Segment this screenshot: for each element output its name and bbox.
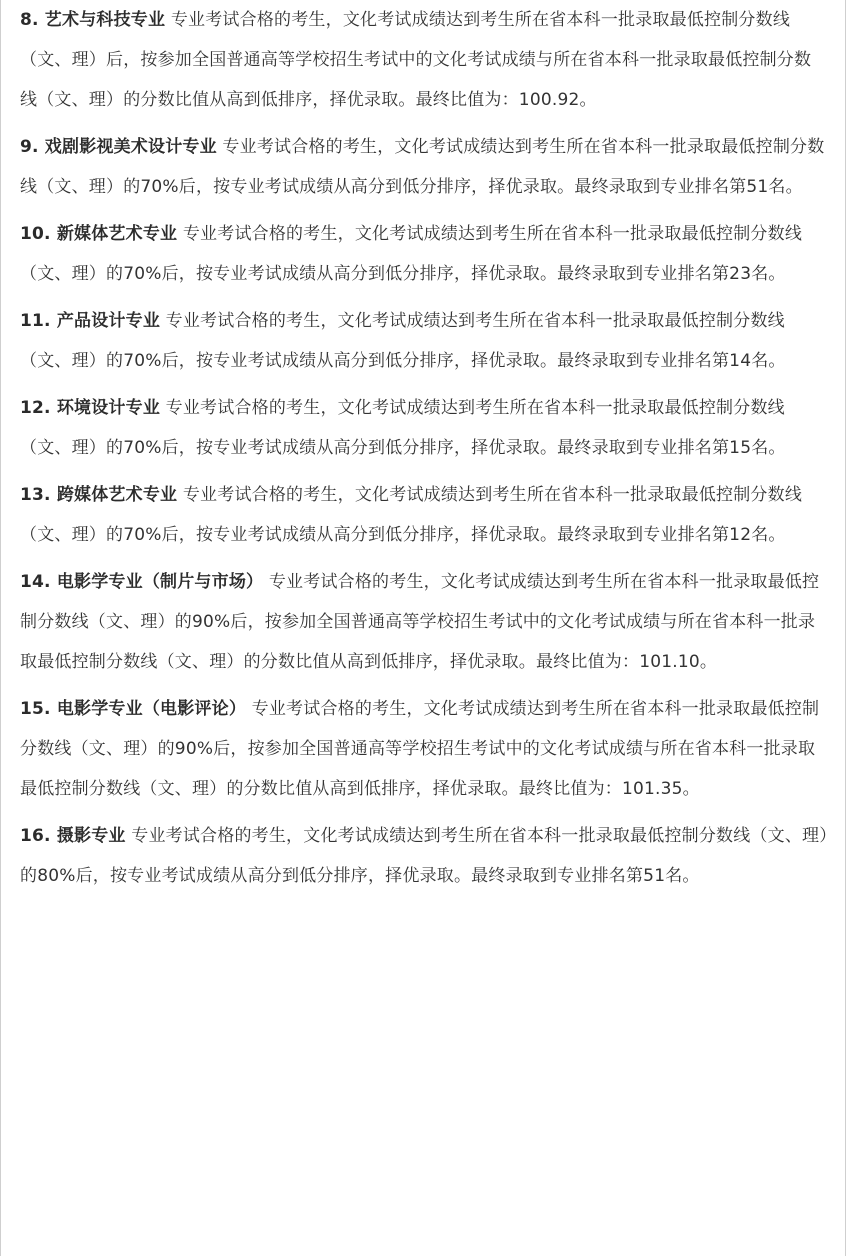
article-body bbox=[20, 0, 828, 903]
major-title: 13. 跨媒体艺术专业 bbox=[20, 485, 178, 505]
admission-rule-12 bbox=[20, 388, 828, 468]
admission-rule-8 bbox=[20, 0, 828, 120]
major-title: 15. 电影学专业（电影评论） bbox=[20, 699, 247, 719]
rule-text: 专业考试合格的考生，文化考试成绩达到考生所在省本科一批录取最低控制分数线（文、理）的90%后，按参加全国普通高等学校招生考试中的文化考试成绩与所在省本科一批录取最低控制分数线（文、理）的分数比值从高到低排序，择优录取。最终比值为：101.35。 bbox=[20, 699, 820, 799]
rule-text: 专业考试合格的考生，文化考试成绩达到考生所在省本科一批录取最低控制分数线（文、理）的80%后，按专业考试成绩从高分到低分排序，择优录取。最终录取到专业排名第51名。 bbox=[20, 826, 828, 886]
major-title: 9. 戏剧影视美术设计专业 bbox=[20, 137, 217, 157]
rule-text: 专业考试合格的考生，文化考试成绩达到考生所在省本科一批录取最低控制分数线（文、理）后，按参加全国普通高等学校招生考试中的文化考试成绩与所在省本科一批录取最低控制分数线（文、理）的分数比值从高到低排序，择优录取。最终比值为：100.92。 bbox=[20, 10, 812, 110]
rule-text: 专业考试合格的考生，文化考试成绩达到考生所在省本科一批录取最低控制分数线（文、理）的70%后，按专业考试成绩从高分到低分排序，择优录取。最终录取到专业排名第23名。 bbox=[20, 224, 803, 284]
major-title: 8. 艺术与科技专业 bbox=[20, 10, 166, 30]
major-title: 12. 环境设计专业 bbox=[20, 398, 161, 418]
rule-text: 专业考试合格的考生，文化考试成绩达到考生所在省本科一批录取最低控制分数线（文、理）的90%后，按参加全国普通高等学校招生考试中的文化考试成绩与所在省本科一批录取最低控制分数线（文、理）的分数比值从高到低排序，择优录取。最终比值为：101.10。 bbox=[20, 572, 820, 672]
rule-text: 专业考试合格的考生，文化考试成绩达到考生所在省本科一批录取最低控制分数线（文、理）的70%后，按专业考试成绩从高分到低分排序，择优录取。最终录取到专业排名第12名。 bbox=[20, 485, 803, 545]
admission-rule-9 bbox=[20, 127, 828, 207]
admission-rule-14 bbox=[20, 562, 828, 682]
admission-rule-16 bbox=[20, 816, 828, 896]
rule-text: 专业考试合格的考生，文化考试成绩达到考生所在省本科一批录取最低控制分数线（文、理）的70%后，按专业考试成绩从高分到低分排序，择优录取。最终录取到专业排名第15名。 bbox=[20, 398, 786, 458]
major-title: 10. 新媒体艺术专业 bbox=[20, 224, 178, 244]
admission-rule-10 bbox=[20, 214, 828, 294]
admission-rule-11 bbox=[20, 301, 828, 381]
major-title: 14. 电影学专业（制片与市场） bbox=[20, 572, 264, 592]
major-title: 16. 摄影专业 bbox=[20, 826, 126, 846]
admission-rule-13 bbox=[20, 475, 828, 555]
major-title: 11. 产品设计专业 bbox=[20, 311, 161, 331]
rule-text: 专业考试合格的考生，文化考试成绩达到考生所在省本科一批录取最低控制分数线（文、理）的70%后，按专业考试成绩从高分到低分排序，择优录取。最终录取到专业排名第14名。 bbox=[20, 311, 786, 371]
admission-rule-15 bbox=[20, 689, 828, 809]
rule-text: 专业考试合格的考生，文化考试成绩达到考生所在省本科一批录取最低控制分数线（文、理）的70%后，按专业考试成绩从高分到低分排序，择优录取。最终录取到专业排名第51名。 bbox=[20, 137, 825, 197]
